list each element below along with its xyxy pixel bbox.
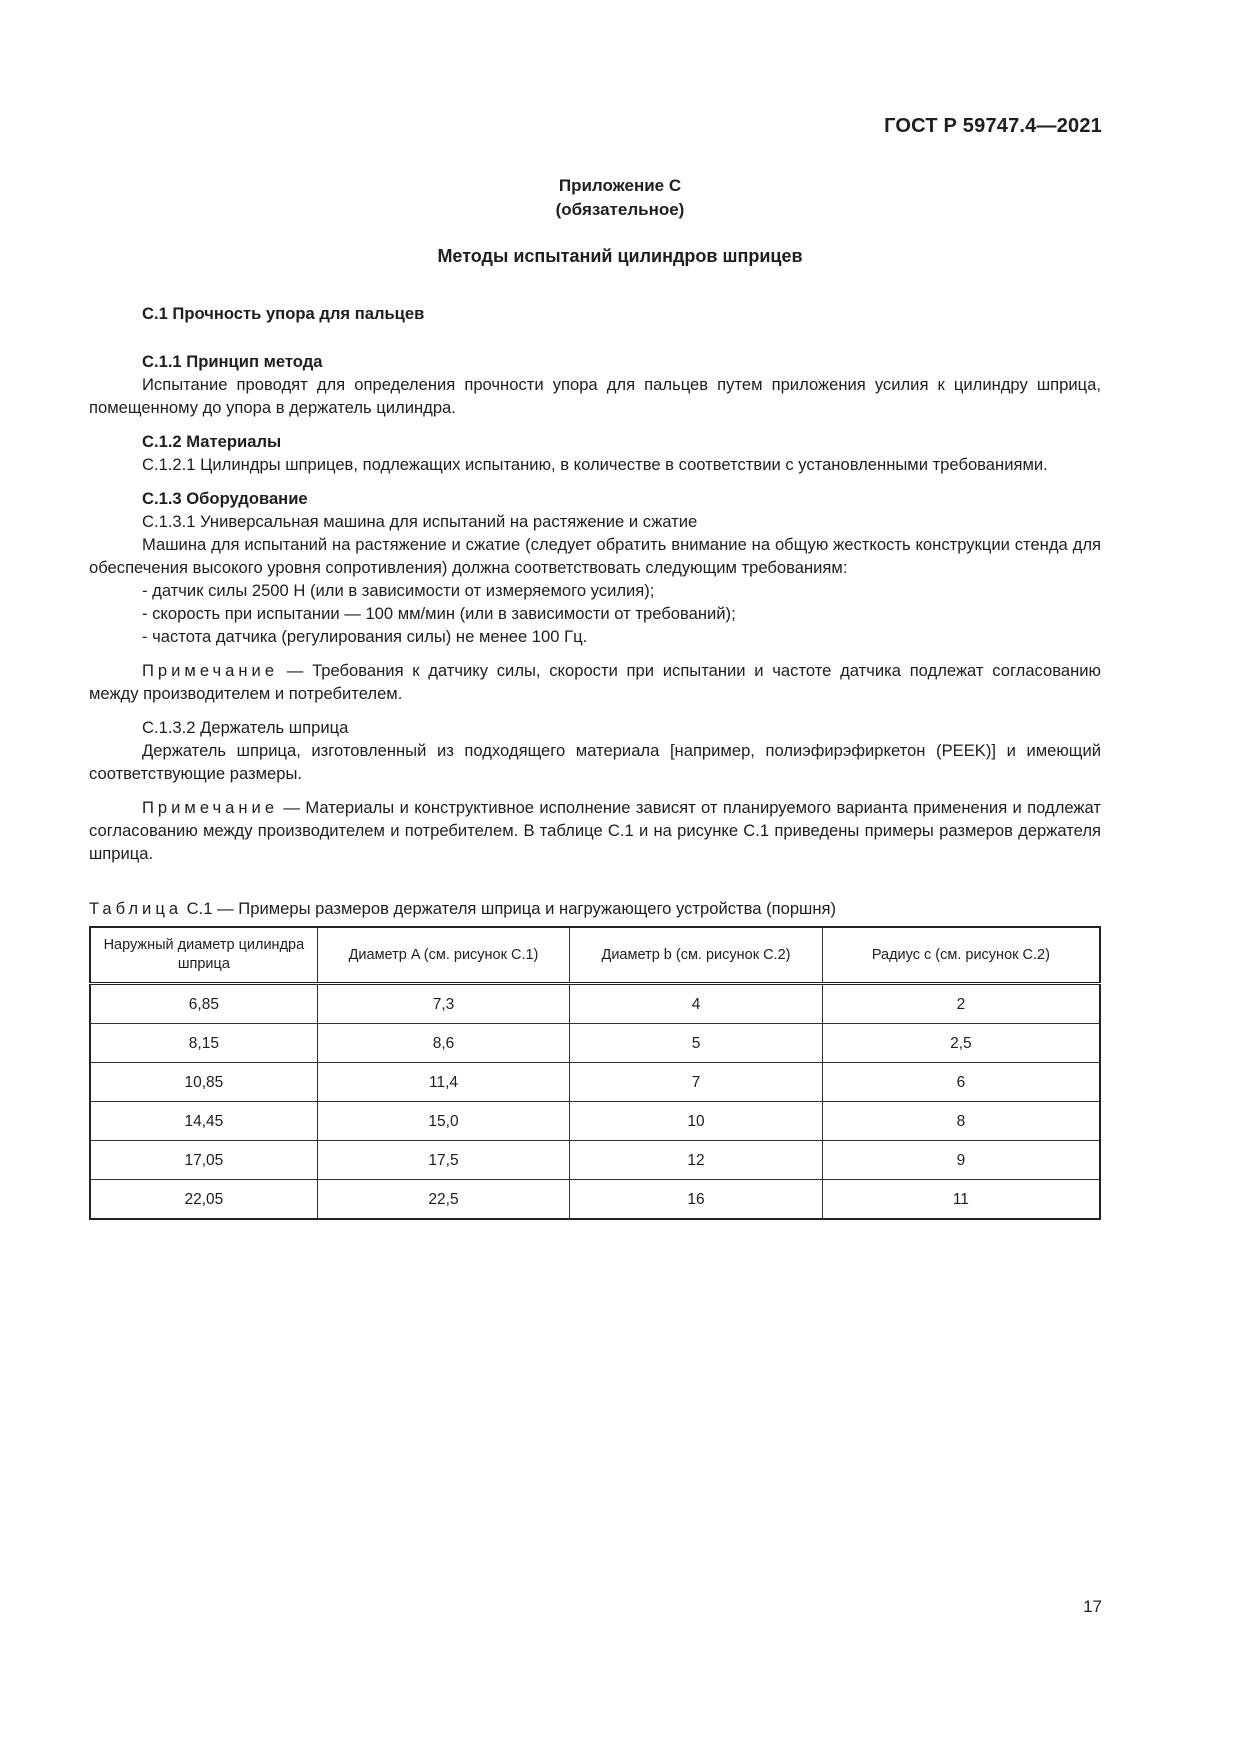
table-cell: 5 xyxy=(570,1024,823,1063)
table-cell: 11,4 xyxy=(317,1063,570,1102)
note-label: Примечание xyxy=(142,798,279,817)
section-title: Методы испытаний цилиндров шприцев xyxy=(437,246,803,266)
paragraph-c132: Держатель шприца, изготовленный из подходящего материала [например, полиэфирэфиркетон (PEEK)] и имеющий соответствующие размеры. xyxy=(89,741,1101,783)
table-cell: 12 xyxy=(570,1141,823,1180)
table-cell: 7,3 xyxy=(317,984,570,1024)
table-cell: 2 xyxy=(822,984,1100,1024)
table-cell: 16 xyxy=(570,1180,823,1220)
page-number: 17 xyxy=(1083,1597,1102,1616)
table-cell: 8 xyxy=(822,1102,1100,1141)
table-cell: 17,5 xyxy=(317,1141,570,1180)
table-row xyxy=(90,1141,1100,1180)
table-row xyxy=(90,1063,1100,1102)
table-row xyxy=(90,1102,1100,1141)
paragraph-c11: Испытание проводят для определения прочности упора для пальцев путем приложения усилия к цилиндру шприца, помещенному до упора в держатель цилиндра. xyxy=(89,375,1101,417)
note-1 xyxy=(89,659,1101,705)
paragraph-c132-title: С.1.3.2 Держатель шприца xyxy=(142,718,349,737)
table-cell: 11 xyxy=(822,1180,1100,1220)
heading-c13: С.1.3 Оборудование xyxy=(142,489,308,508)
table-cell: 10 xyxy=(570,1102,823,1141)
table-header-cell: Радиус c (см. рисунок С.2) xyxy=(822,927,1100,984)
note-2 xyxy=(89,796,1101,865)
table-cell: 6,85 xyxy=(90,984,317,1024)
table-caption-label: Таблица xyxy=(89,899,183,918)
table-cell: 22,5 xyxy=(317,1180,570,1220)
table-header-cell: Диаметр A (см. рисунок С.1) xyxy=(317,927,570,984)
appendix-heading xyxy=(0,174,1240,222)
document-code: ГОСТ Р 59747.4—2021 xyxy=(884,115,1102,137)
table-header-cell: Наружный диаметр цилиндра шприца xyxy=(90,927,317,984)
note-text: — Требования к датчику силы, скорости при испытании и частоте датчика подлежат согласованию между производителем и потребителем. xyxy=(89,661,1101,703)
table-caption-text: С.1 — Примеры размеров держателя шприца и нагружающего устройства (поршня) xyxy=(182,899,837,918)
table-cell: 6 xyxy=(822,1063,1100,1102)
table-header-row xyxy=(90,927,1100,984)
paragraph-c131-title: С.1.3.1 Универсальная машина для испытаний на растяжение и сжатие xyxy=(142,512,698,531)
table-cell: 7 xyxy=(570,1063,823,1102)
paragraph-c131: Машина для испытаний на растяжение и сжатие (следует обратить внимание на общую жесткость конструкции стенда для обеспечения высокого уровня сопротивления) должна соответствовать следующим требованиям: xyxy=(89,535,1101,577)
table-cell: 14,45 xyxy=(90,1102,317,1141)
heading-c1: С.1 Прочность упора для пальцев xyxy=(142,304,425,323)
list-item: - датчик силы 2500 Н (или в зависимости от измеряемого усилия); xyxy=(142,581,655,600)
heading-c12: С.1.2 Материалы xyxy=(142,432,282,451)
table-caption xyxy=(89,897,1101,920)
table-cell: 22,05 xyxy=(90,1180,317,1220)
table-row xyxy=(90,1024,1100,1063)
table-row xyxy=(90,1180,1100,1220)
table-cell: 4 xyxy=(570,984,823,1024)
table-cell: 8,15 xyxy=(90,1024,317,1063)
list-item: - скорость при испытании — 100 мм/мин (или в зависимости от требований); xyxy=(142,604,736,623)
note-text: — Материалы и конструктивное исполнение зависят от планируемого варианта применения и подлежат согласованию между производителем и потребителем. В таблице С.1 и на рисунке С.1 приведены примеры размеров держателя шприца. xyxy=(89,798,1101,863)
table-cell: 15,0 xyxy=(317,1102,570,1141)
document-body xyxy=(89,302,1101,1220)
table-cell: 17,05 xyxy=(90,1141,317,1180)
heading-c11: С.1.1 Принцип метода xyxy=(142,352,323,371)
paragraph-c121: С.1.2.1 Цилиндры шприцев, подлежащих испытанию, в количестве в соответствии с установленными требованиями. xyxy=(142,455,1048,474)
dimensions-table xyxy=(89,926,1101,1220)
table-cell: 9 xyxy=(822,1141,1100,1180)
note-label: Примечание xyxy=(142,661,279,680)
table-cell: 2,5 xyxy=(822,1024,1100,1063)
table-cell: 8,6 xyxy=(317,1024,570,1063)
appendix-title: Приложение С xyxy=(558,176,682,195)
table-cell: 10,85 xyxy=(90,1063,317,1102)
table-row xyxy=(90,984,1100,1024)
list-item: - частота датчика (регулирования силы) не менее 100 Гц. xyxy=(142,627,588,646)
appendix-status: (обязательное) xyxy=(555,200,685,219)
table-header-cell: Диаметр b (см. рисунок С.2) xyxy=(570,927,823,984)
